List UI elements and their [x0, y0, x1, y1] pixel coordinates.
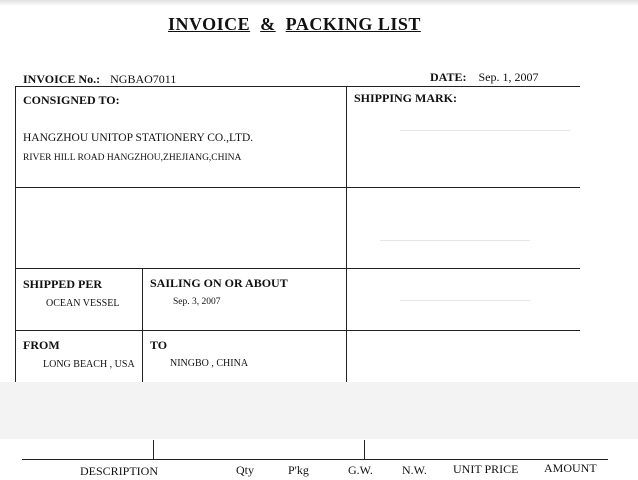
to-value: NINGBO , CHINA [170, 358, 249, 369]
column-header-unit-price: UNIT PRICE [453, 462, 519, 476]
column-header-description: DESCRIPTION [80, 464, 159, 478]
shipped-per-label: SHIPPED PER [23, 277, 103, 291]
document-title [168, 14, 421, 35]
invoice-date-row [430, 68, 538, 86]
column-header-net-weight: N.W. [402, 463, 427, 477]
from-label: FROM [23, 338, 60, 352]
consignee-company: HANGZHOU UNITOP STATIONERY CO.,LTD. [23, 132, 254, 144]
invoice-number-label: INVOICE No.: [23, 72, 101, 86]
consigned-to-label: CONSIGNED TO: [23, 93, 120, 107]
grid-line-left [15, 86, 16, 382]
grid-line-consignee-bottom [15, 187, 580, 188]
lower-grid-line [364, 440, 365, 460]
invoice-date-value: Sep. 1, 2007 [478, 70, 539, 84]
title-invoice: INVOICE [168, 14, 251, 34]
invoice-number-value: NGBAO7011 [110, 72, 177, 86]
bleed-through-mark [400, 130, 570, 131]
title-packing-list: PACKING LIST [285, 14, 421, 34]
table-header-rule [22, 459, 608, 460]
top-edge-shadow [0, 0, 638, 6]
grid-line-shipped-top [15, 268, 580, 269]
column-header-package: P'kg [288, 463, 309, 477]
page-gap [0, 382, 638, 439]
sailing-label: SAILING ON OR ABOUT [150, 276, 288, 290]
sailing-value: Sep. 3, 2007 [173, 297, 221, 307]
shipped-per-value: OCEAN VESSEL [46, 298, 120, 309]
invoice-date-label: DATE: [430, 70, 467, 84]
lower-grid-line [153, 440, 154, 460]
grid-line-top [15, 86, 580, 87]
bleed-through-mark [400, 300, 530, 301]
consignee-address: RIVER HILL ROAD HANGZHOU,ZHEJIANG,CHINA [23, 153, 242, 163]
column-header-amount: AMOUNT [544, 461, 597, 475]
shipping-mark-label: SHIPPING MARK: [354, 91, 457, 105]
from-value: LONG BEACH , USA [43, 359, 135, 370]
grid-line-from-top [15, 330, 580, 331]
to-label: TO [150, 338, 168, 352]
grid-line-inner [142, 268, 143, 382]
bleed-through-mark [380, 240, 530, 241]
title-ampersand: & [260, 14, 276, 34]
column-header-gross-weight: G.W. [348, 463, 373, 477]
column-header-qty: Qty [236, 463, 254, 477]
grid-line-center [346, 86, 347, 382]
